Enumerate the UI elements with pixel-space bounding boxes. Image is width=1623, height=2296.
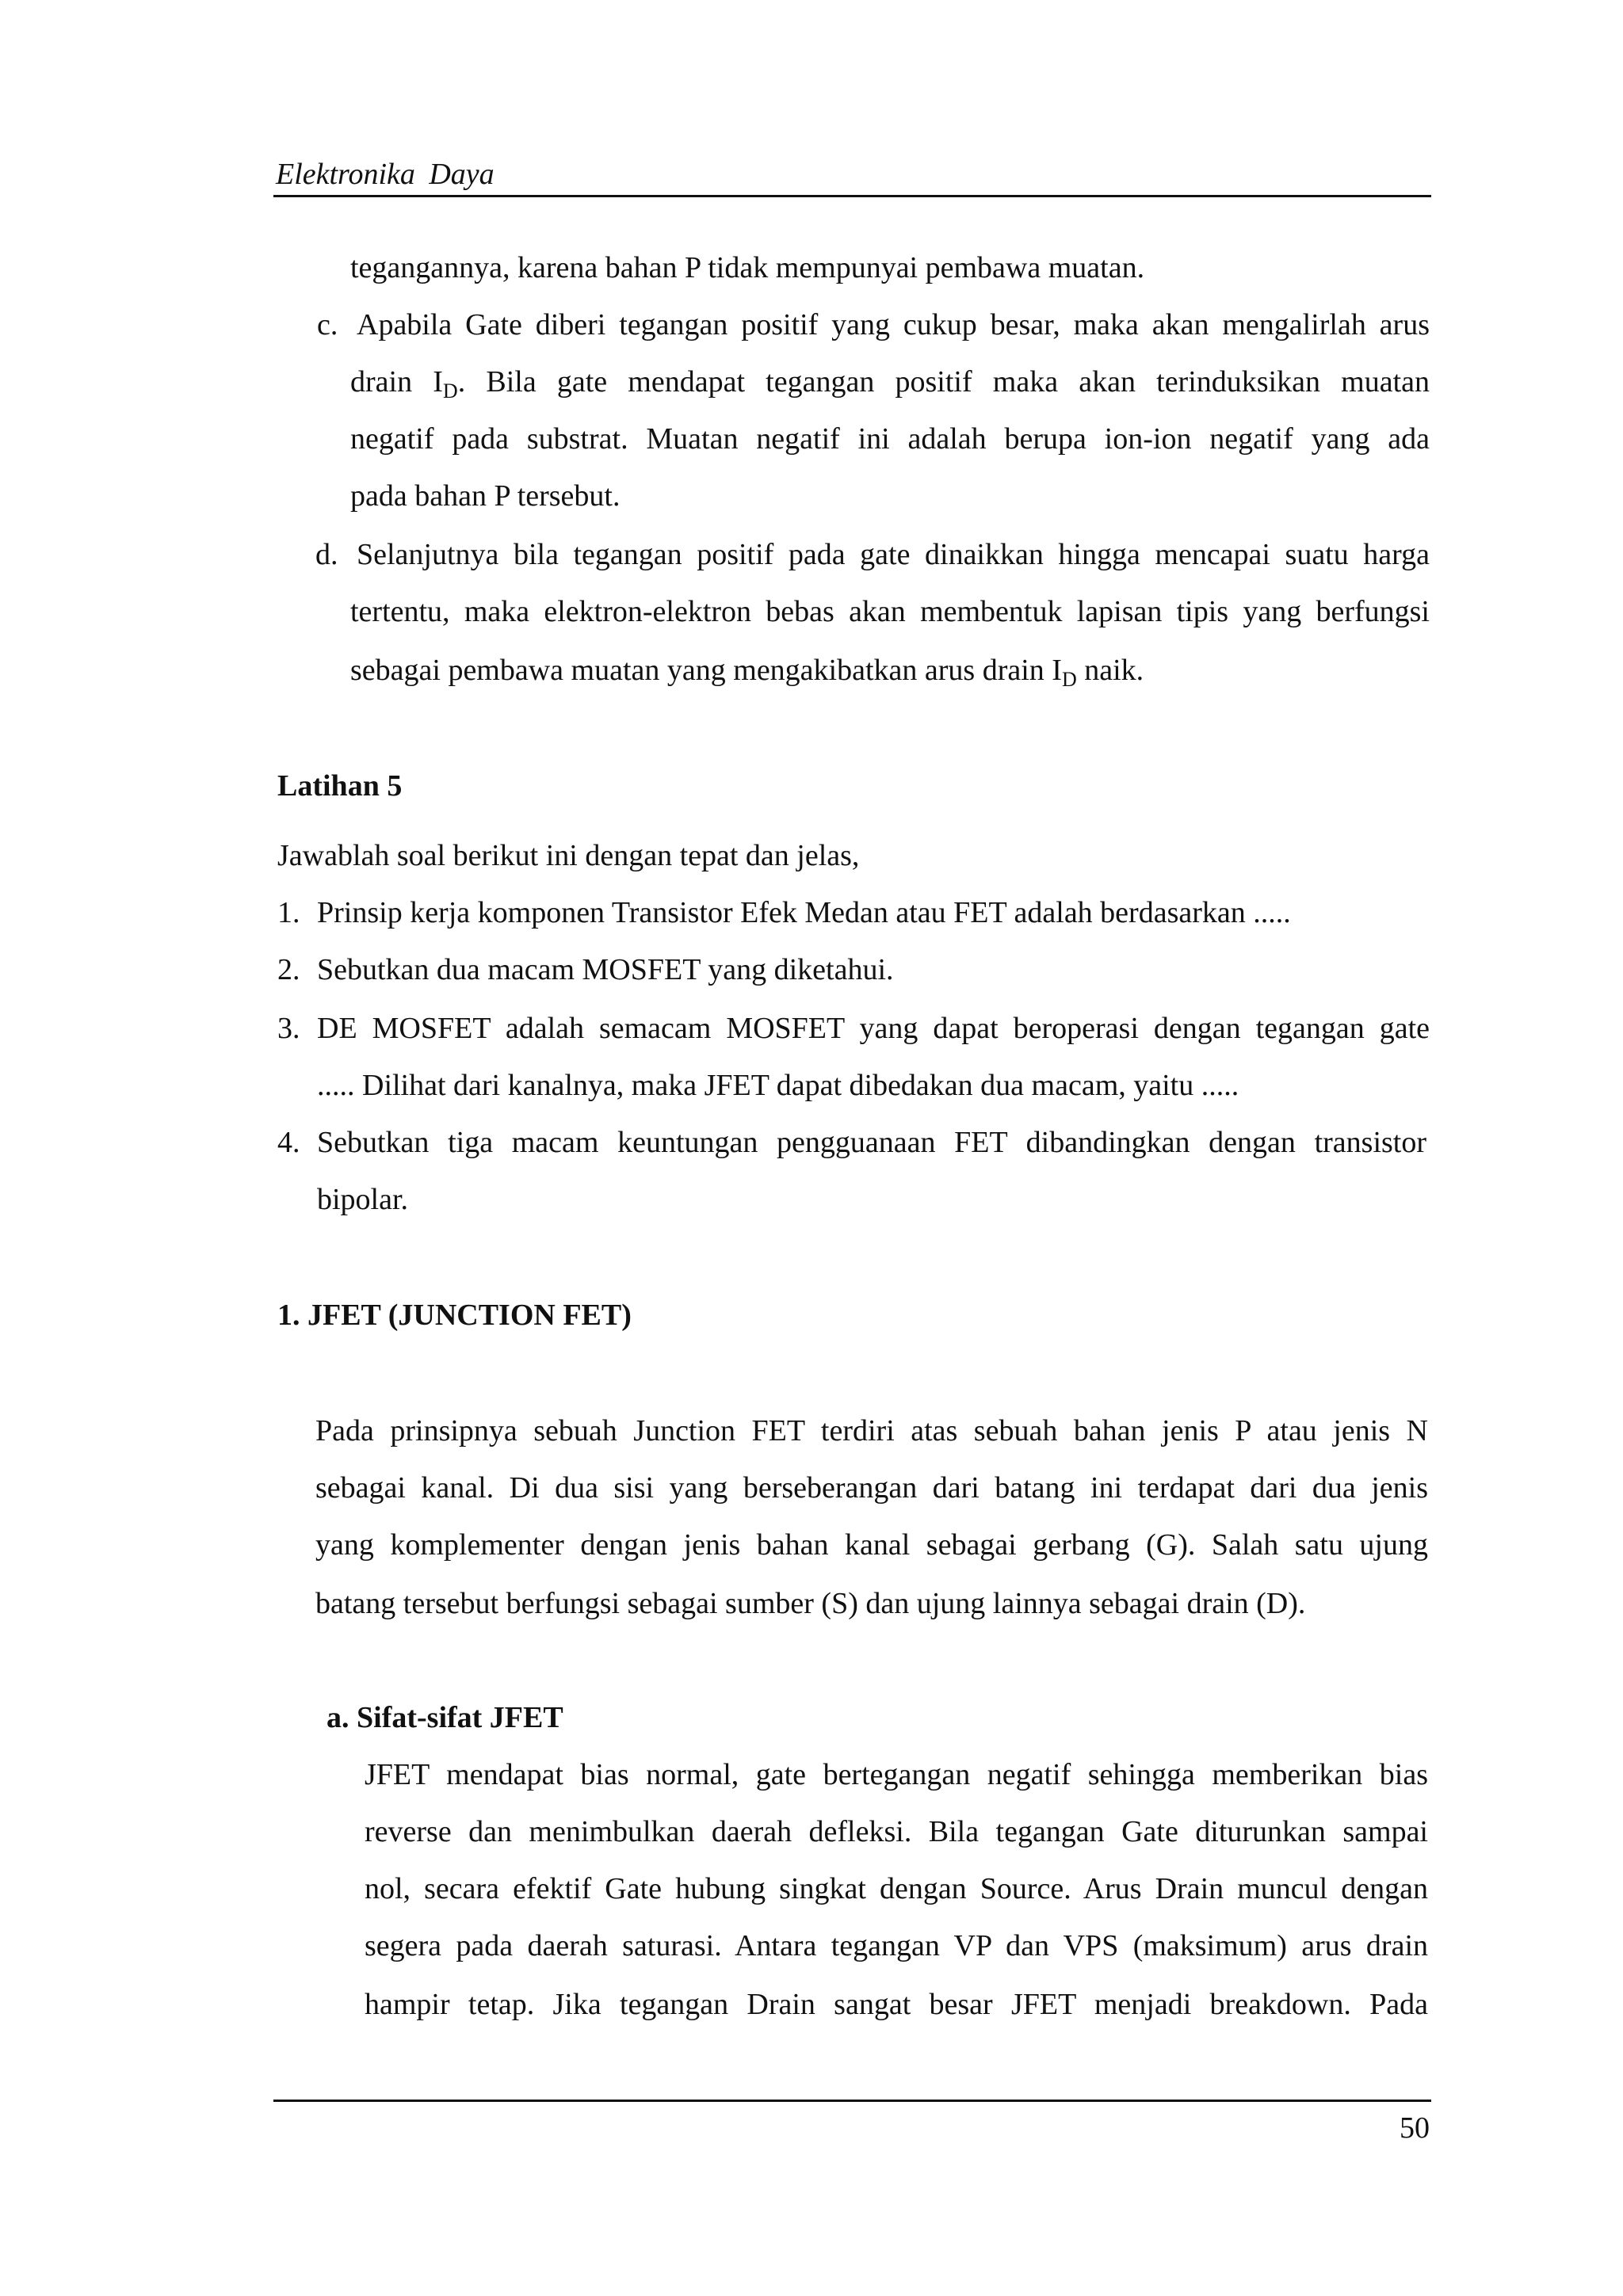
question-3-label: 3. xyxy=(277,1012,300,1045)
question-2: Sebutkan dua macam MOSFET yang diketahui. xyxy=(317,953,894,986)
item-d-label: d. xyxy=(315,538,338,571)
subsection-heading-sifat-jfet: a. Sifat-sifat JFET xyxy=(327,1701,563,1734)
jfet-paragraph-2-line-4: segera pada daerah saturasi. Antara tegangan VP dan VPS (maksimum) arus drain xyxy=(365,1929,1428,1962)
page-number: 50 xyxy=(1400,2111,1430,2145)
question-4-line-1: Sebutkan tiga macam keuntungan pengguanaan FET dibandingkan dengan transistor xyxy=(317,1126,1426,1159)
item-d-line-3: sebagai pembawa muatan yang mengakibatkan arus drain $I_D$ naik. xyxy=(350,654,1144,691)
jfet-paragraph-1-line-3: yang komplementer dengan jenis bahan kanal sebagai gerbang (G). Salah satu ujung xyxy=(315,1528,1428,1562)
item-d-line-2: tertentu, maka elektron-elektron bebas akan membentuk lapisan tipis yang berfungsi xyxy=(350,595,1430,628)
question-4-line-2: bipolar. xyxy=(317,1183,409,1216)
jfet-paragraph-1-line-2: sebagai kanal. Di dua sisi yang berseberangan dari batang ini terdapat dari dua jenis xyxy=(315,1471,1428,1505)
item-c-line-2: drain $I_D$. Bila gate mendapat tegangan positif maka akan terinduksikan muatan xyxy=(350,365,1430,402)
jfet-paragraph-2-line-5: hampir tetap. Jika tegangan Drain sangat besar JFET menjadi breakdown. Pada xyxy=(365,1988,1428,2021)
item-c-line-1: Apabila Gate diberi tegangan positif yang cukup besar, maka akan mengalirlah arus xyxy=(357,308,1430,341)
question-4-label: 4. xyxy=(277,1126,300,1159)
question-1: Prinsip kerja komponen Transistor Efek Medan atau FET adalah berdasarkan ..... xyxy=(317,896,1291,929)
question-1-label: 1. xyxy=(277,896,300,929)
item-c-line-3: negatif pada substrat. Muatan negatif ini adalah berupa ion-ion negatif yang ada xyxy=(350,422,1430,456)
question-2-label: 2. xyxy=(277,953,300,986)
item-c-line-4: pada bahan P tersebut. xyxy=(350,479,621,513)
jfet-paragraph-1-line-4: batang tersebut berfungsi sebagai sumber (S) dan ujung lainnya sebagai drain (D). xyxy=(315,1587,1306,1620)
item-c-label: c. xyxy=(317,308,338,341)
intro-line: tegangannya, karena bahan P tidak mempunyai pembawa muatan. xyxy=(350,251,1145,284)
running-header: Elektronika Daya xyxy=(276,158,495,191)
item-d-line-1: Selanjutnya bila tegangan positif pada gate dinaikkan hingga mencapai suatu harga xyxy=(357,538,1430,571)
latihan-instruction: Jawablah soal berikut ini dengan tepat dan jelas, xyxy=(277,839,860,872)
latihan-heading: Latihan 5 xyxy=(277,769,403,803)
footer-rule xyxy=(273,2100,1431,2102)
header-rule xyxy=(273,195,1431,197)
question-3-line-1: DE MOSFET adalah semacam MOSFET yang dapat beroperasi dengan tegangan gate xyxy=(317,1012,1430,1045)
section-heading-jfet: 1. JFET (JUNCTION FET) xyxy=(277,1299,632,1332)
jfet-paragraph-2-line-3: nol, secara efektif Gate hubung singkat dengan Source. Arus Drain muncul dengan xyxy=(365,1872,1428,1905)
jfet-paragraph-2-line-2: reverse dan menimbulkan daerah defleksi. Bila tegangan Gate diturunkan sampai xyxy=(365,1815,1428,1848)
question-3-line-2: ..... Dilihat dari kanalnya, maka JFET dapat dibedakan dua macam, yaitu ..... xyxy=(317,1069,1239,1102)
jfet-paragraph-2-line-1: JFET mendapat bias normal, gate bertegangan negatif sehingga memberikan bias xyxy=(365,1758,1428,1791)
jfet-paragraph-1-line-1: Pada prinsipnya sebuah Junction FET terdiri atas sebuah bahan jenis P atau jenis N xyxy=(315,1414,1428,1447)
